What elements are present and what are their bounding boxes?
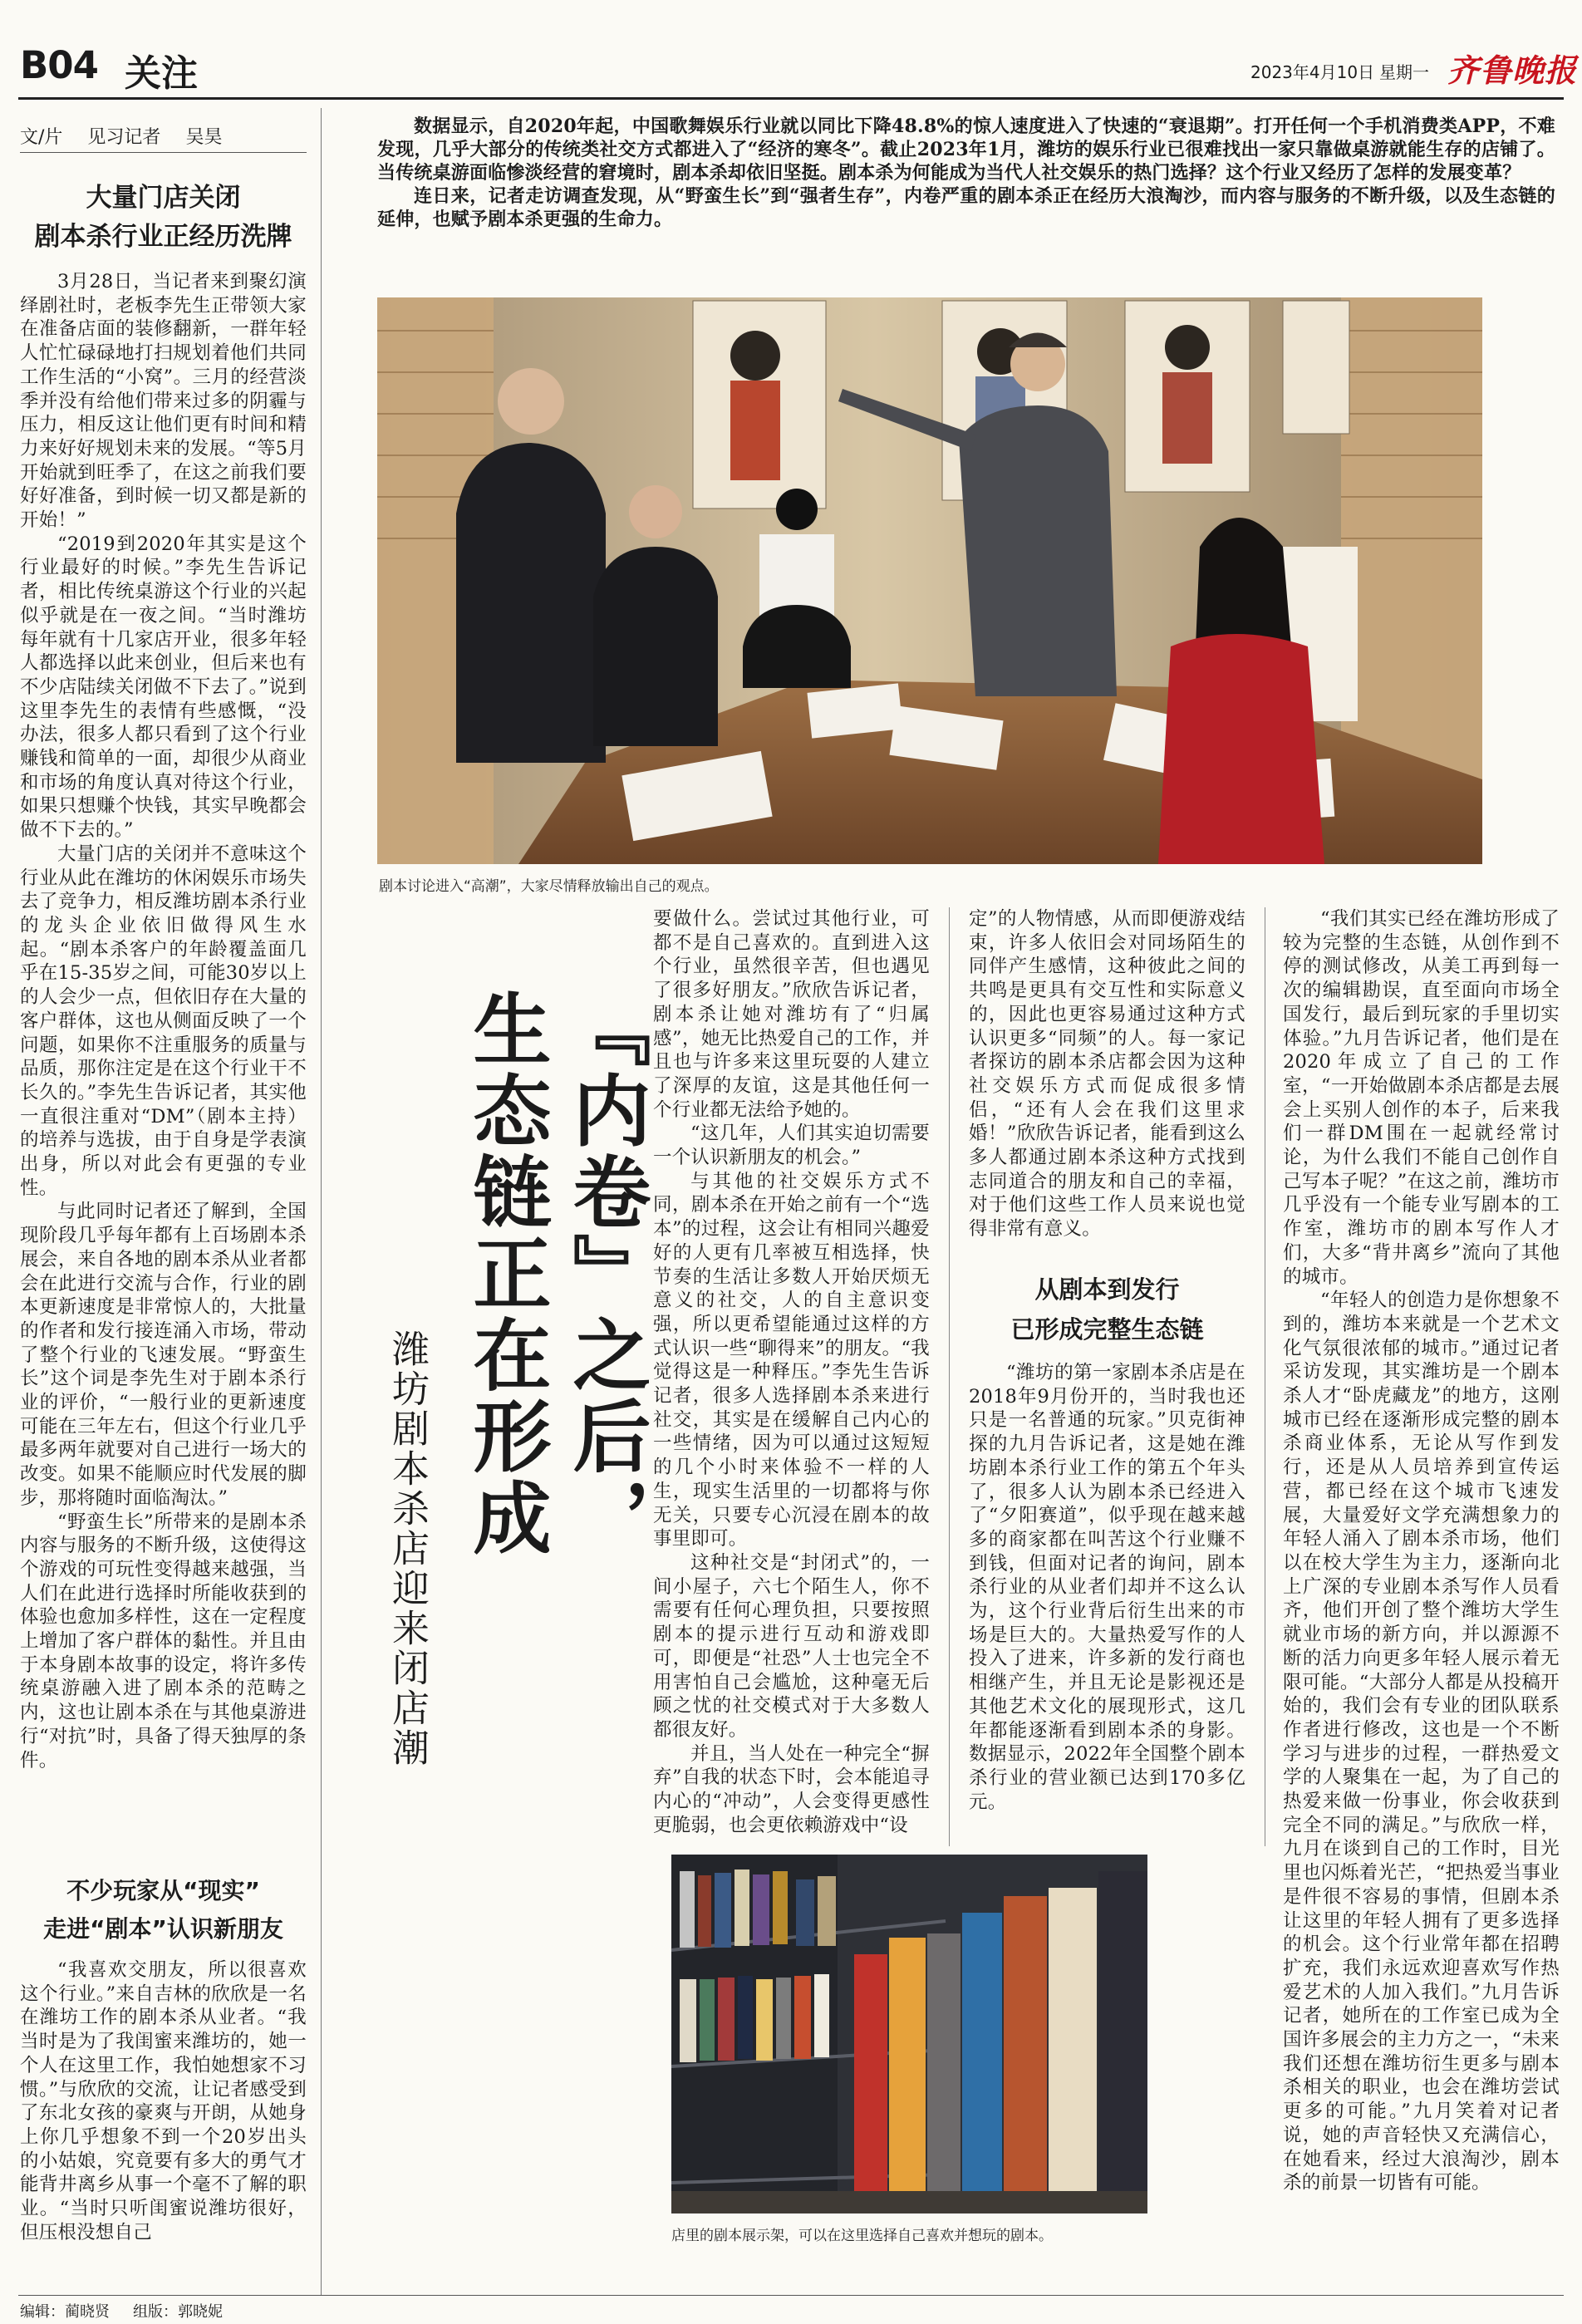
intro-paragraph-1: 数据显示，自2020年起，中国歌舞娱乐行业就以同比下降48.8%的惊人速度进入了快速的“衰退期”。打开任何一个手机消费类APP，不难发现，几乎大部分的传统类社交方式都进入了“经济的寒冬”。截止2023年1月，潍坊的娱乐行业已很难找出一家只靠做桌游就能生存的店铺了。当传统桌游面临惨淡经营的窘境时，剧本杀却依旧坚挺。剧本杀为何能成为当代人社交娱乐的热门选择？这个行业又经历了怎样的发展变革？	[377, 115, 1555, 184]
photo1-caption: 剧本讨论进入“高潮”，大家尽情释放输出自己的观点。	[379, 878, 719, 895]
lead-title-line1: 大量门店关闭	[86, 183, 241, 213]
column-divider-3	[949, 907, 950, 1846]
photo-discussion	[377, 297, 1482, 864]
paragraph: “我喜欢交朋友，所以很喜欢这个行业。”来自吉林的欣欣是一名在潍坊工作的剧本杀从业者。“我当时是为了我闺蜜来潍坊的，她一个人在这里工作，我怕她想家不习惯。”与欣欣的交流，让记者感受到了东北女孩的豪爽与开朗，从她身上你几乎想象不到一个20岁出头的小姑娘，究竟要有多大的勇气才能背井离乡从事一个毫不了解的职业。“当时只听闺蜜说潍坊很好，但压根没想自己	[20, 1959, 307, 2243]
byline-role: 见习记者	[87, 127, 161, 148]
paragraph: “2019到2020年其实是这个行业最好的时候。”李先生告诉记者，相比传统桌游这个行业的兴起似乎就是在一夜之间。“当时潍坊每年就有十几家店开业，很多年轻人都选择以此来创业，但后来也有不少店陆续关闭做不下去了。”说到这里李先生的表情有些感慨，“没办法，很多人都只看到了这个行业赚钱和简单的一面，却很少从商业和市场的角度认真对待这个行业，如果只想赚个快钱，其实早晚都会做不下去的。”	[20, 533, 307, 842]
footer-designer: 组版：郭晓妮	[133, 2303, 223, 2321]
article-column-1	[20, 270, 307, 1874]
intro-block	[377, 115, 1555, 231]
section-name: 关注	[125, 52, 198, 95]
lead-title	[20, 179, 307, 257]
subhead-a	[20, 1872, 307, 1948]
paragraph: “年轻人的创造力是你想象不到的，潍坊本来就是一个艺术文化气氛很浓郁的城市。”通过记者采访发现，其实潍坊是一个剧本杀人才“卧虎藏龙”的地方，这刚城市已经在逐渐形成完整的剧本杀商业体系，无论从写作到发行，还是从人员培养到宣传运营，都已经在这个城市飞速发展，大量爱好文学充满想象力的年轻人涌入了剧本杀市场，他们以在校大学生为主力，逐渐向北上广深的专业剧本杀写作人员看齐，他们开创了整个潍坊大学生就业市场的新方向，并以源源不断的活力向更多年轻人展示着无限可能。“大部分人都是从投稿开始的，我们会有专业的团队联系作者进行修改，这也是一个不断学习与进步的过程，一群热爱文学的人聚集在一起，为了自己的热爱来做一份事业，你会收获到完全不同的满足。”与欣欣一样，九月在谈到自己的工作时，目光里也闪烁着光芒，“把热爱当事业是件很不容易的事情，但剧本杀让这里的年轻人拥有了更多选择的机会。这个行业常年都在招聘扩充，我们永远欢迎喜欢写作热爱艺术的人加入我们。”九月告诉记者，她所在的工作室已成为全国许多展会的主力方之一，“未来我们还想在潍坊衍生更多与剧本杀相关的职业，也会在潍坊尝试更多的可能。”九月笑着对记者说，她的声音轻快又充满信心，在她看来，经过大浪淘沙，剧本杀的前景一切皆有可能。	[1283, 1290, 1560, 2194]
footer-rule	[18, 2295, 1564, 2296]
issue-weekday: 星期一	[1379, 62, 1429, 82]
headline-line1: 『内卷』之后，	[559, 989, 651, 1559]
byline-name: 吴昊	[185, 127, 223, 148]
photo-shelf	[671, 1855, 1147, 2213]
article-column-4	[969, 907, 1245, 1265]
footer-editor: 编辑：蔺晓贤	[20, 2303, 110, 2321]
headline-sub: 潍坊剧本杀店迎来闭店潮	[386, 1329, 430, 1768]
subhead-b-line1: 从剧本到发行	[1034, 1275, 1180, 1304]
newspaper-logo: 齐鲁晚报	[1447, 52, 1578, 89]
paragraph: “野蛮生长”所带来的是剧本杀内容与服务的不断升级，这使得这个游戏的可玩性变得越来越强，当人们在此进行选择时所能收获到的体验也愈加多样性，这在一定程度上增加了客户群体的黏性。并且由于本身剧本故事的设定，将许多传统桌游融入进了剧本杀的范畴之内，这也让剧本杀在与其他桌游进行“对抗”时，具备了得天独厚的条件。	[20, 1511, 307, 1771]
lead-title-line2: 剧本杀行业正经历洗牌	[34, 222, 292, 252]
byline-label: 文/片	[20, 127, 63, 148]
photo2-caption: 店里的剧本展示架，可以在这里选择自己喜欢并想玩的剧本。	[671, 2228, 1053, 2244]
article-column-5	[1283, 907, 1560, 2220]
paragraph: “我们其实已经在潍坊形成了较为完整的生态链，从创作到不停的测试修改，从美工再到每一次的编辑勘误，直至面向市场全国发行，最后到玩家的手里切实体验。”九月告诉记者，他们是在2020年成立了自己的工作室，“一开始做剧本杀店都是去展会上买别人创作的本子，后来我们一群DM围在一起就经常讨论，为什么我们不能自己创作自己写本子呢？”在这之前，潍坊市几乎没有一个能专业写剧本的工作室，潍坊市的剧本写作人才们，大多“背井离乡”流向了其他的城市。	[1283, 908, 1560, 1288]
photo-discussion-image	[377, 297, 1482, 864]
page-number: B04	[20, 43, 98, 87]
paragraph: 大量门店的关闭并不意味这个行业从此在潍坊的休闲娱乐市场失去了竞争力，相反潍坊剧本杀行业的龙头企业依旧做得风生水起。“剧本杀客户的年龄覆盖面几乎在15-35岁之间，可能30岁以上的人会少一点，但依旧存在大量的客户群体，这也从侧面反映了一个问题，如果你不注重服务的质量与品质，那你注定是在这个行业干不长久的。”李先生告诉记者，其实他一直很注重对“DM”（剧本主持）的培养与选拔，由于自身是学表演出身，所以对此会有更强的专业性。	[20, 843, 307, 1199]
subhead-a-line1: 不少玩家从“现实”	[66, 1877, 260, 1904]
article-column-4b	[969, 1361, 1245, 1860]
subhead-b	[969, 1270, 1245, 1349]
subhead-a-line2: 走进“剧本”认识新朋友	[43, 1915, 283, 1943]
headline-line2: 生态链正在形成	[459, 989, 551, 1559]
paragraph: 3月28日，当记者来到聚幻演绎剧社时，老板李先生正带领大家在准备店面的装修翻新，一群年轻人忙忙碌碌地打扫规划着他们共同工作生活的“小窝”。三月的经营淡季并没有给他们带来过多的阴霾与压力，相反这让他们更有时间和精力来好好规划未来的发展。“等5月开始就到旺季了，在这之前我们要好好准备，到时候一切又都是新的开始！”	[20, 271, 307, 532]
paragraph: “潍坊的第一家剧本杀店是在2018年9月份开的，当时我也还只是一名普通的玩家。”贝克街神探的九月告诉记者，这是她在潍坊剧本杀行业工作的第五个年头了，很多人认为剧本杀已经进入了“夕阳赛道”，似乎现在越来越多的商家都在叫苦这个行业赚不到钱，但面对记者的询问，剧本杀行业的从业者们却并不这么认为，这个行业背后衍生出来的市场是巨大的。大量热爱写作的人投入了进来，许多新的发行商也相继产生，并且无论是影视还是其他艺术文化的展现形式，这几年都能逐渐看到剧本杀的身影。数据显示，2022年全国整个剧本杀行业的营业额已达到170多亿元。	[969, 1362, 1245, 1813]
photo-shelf-image	[671, 1855, 1147, 2213]
subhead-b-line2: 已形成完整生态链	[1010, 1315, 1204, 1344]
masthead-rule	[18, 97, 1564, 100]
article-column-1b	[20, 1958, 307, 2243]
article-column-3	[653, 907, 930, 1861]
paragraph: 定”的人物情感，从而即便游戏结束，许多人依旧会对同场陌生的同伴产生感情，这种彼此之间的共鸣是更具有交互性和实际意义的，因此也更容易通过这种方式认识更多“同频”的人。每一家记者探访的剧本杀店都会因为这种社交娱乐方式而促成很多情侣，“还有人会在我们这里求婚！”欣欣告诉记者，能看到这么多人都通过剧本杀这种方式找到志同道合的朋友和自己的幸福，对于他们这些工作人员来说也觉得非常有意义。	[969, 908, 1245, 1241]
issue-date: 2023年4月10日	[1250, 62, 1375, 82]
byline	[20, 123, 222, 149]
paragraph: 这种社交是“封闭式”的，一间小屋子，六七个陌生人，你不需要有任何心理负担，只要按照剧本的提示进行互动和游戏即可，即便是“社恐”人士也完全不用害怕自己会尴尬，这种毫无后顾之忧的社交模式对于大多数人都很友好。	[653, 1551, 930, 1741]
intro-paragraph-2: 连日来，记者走访调查发现，从“野蛮生长”到“强者生存”，内卷严重的剧本杀正在经历大浪淘沙，而内容与服务的不断升级，以及生态链的延伸，也赋予剧本杀更强的生命力。	[377, 185, 1555, 230]
paragraph: 与此同时记者还了解到，全国现阶段几乎每年都有上百场剧本杀展会，来自各地的剧本杀从业者都会在此进行交流与合作，行业的剧本更新速度是非常惊人的，大批量的作者和发行接连涌入市场，带动了整个行业的飞速发展。“野蛮生长”这个词是李先生对于剧本杀行业的评价，“一般行业的更新速度可能在三年左右，但这个行业几乎最多两年就要对自己进行一场大的改变。如果不能顺应时代发展的脚步，那将随时面临淘汰。”	[20, 1201, 307, 1509]
paragraph: 要做什么。尝试过其他行业，可都不是自己喜欢的。直到进入这个行业，虽然很辛苦，但也遇见了很多好朋友。”欣欣告诉记者，剧本杀让她对潍坊有了“归属感”，她无比热爱自己的工作，并且也与许多来这里玩耍的人建立了深厚的友谊，这是其他任何一个行业都无法给予她的。	[653, 908, 930, 1121]
paragraph: 与其他的社交娱乐方式不同，剧本杀在开始之前有一个“选本”的过程，这会让有相同兴趣爱好的人更有几率被互相选择，快节奏的生活让多数人开始厌烦无意义的社交，人的自主意识变强，所以更希望能通过这样的方式认识一些“聊得来”的朋友。“我觉得这是一种释压。”李先生告诉记者，很多人选择剧本杀来进行社交，其实是在缓解自己内心的一些情绪，因为可以通过这短短的几个小时来体验不一样的人生，现实生活里的一切都将与你无关，只要专心沉浸在剧本的故事里即可。	[653, 1170, 930, 1550]
paragraph: 并且，当人处在一种完全“摒弃”自我的状态下时，会本能追寻内心的“冲动”，人会变得更感性更脆弱，也会更依赖游戏中“设	[653, 1742, 930, 1836]
headline-main	[455, 989, 655, 2202]
column-divider-1	[321, 108, 322, 2295]
byline-rule	[20, 152, 307, 153]
paragraph: “这几年，人们其实迫切需要一个认识新朋友的机会。”	[653, 1123, 930, 1169]
